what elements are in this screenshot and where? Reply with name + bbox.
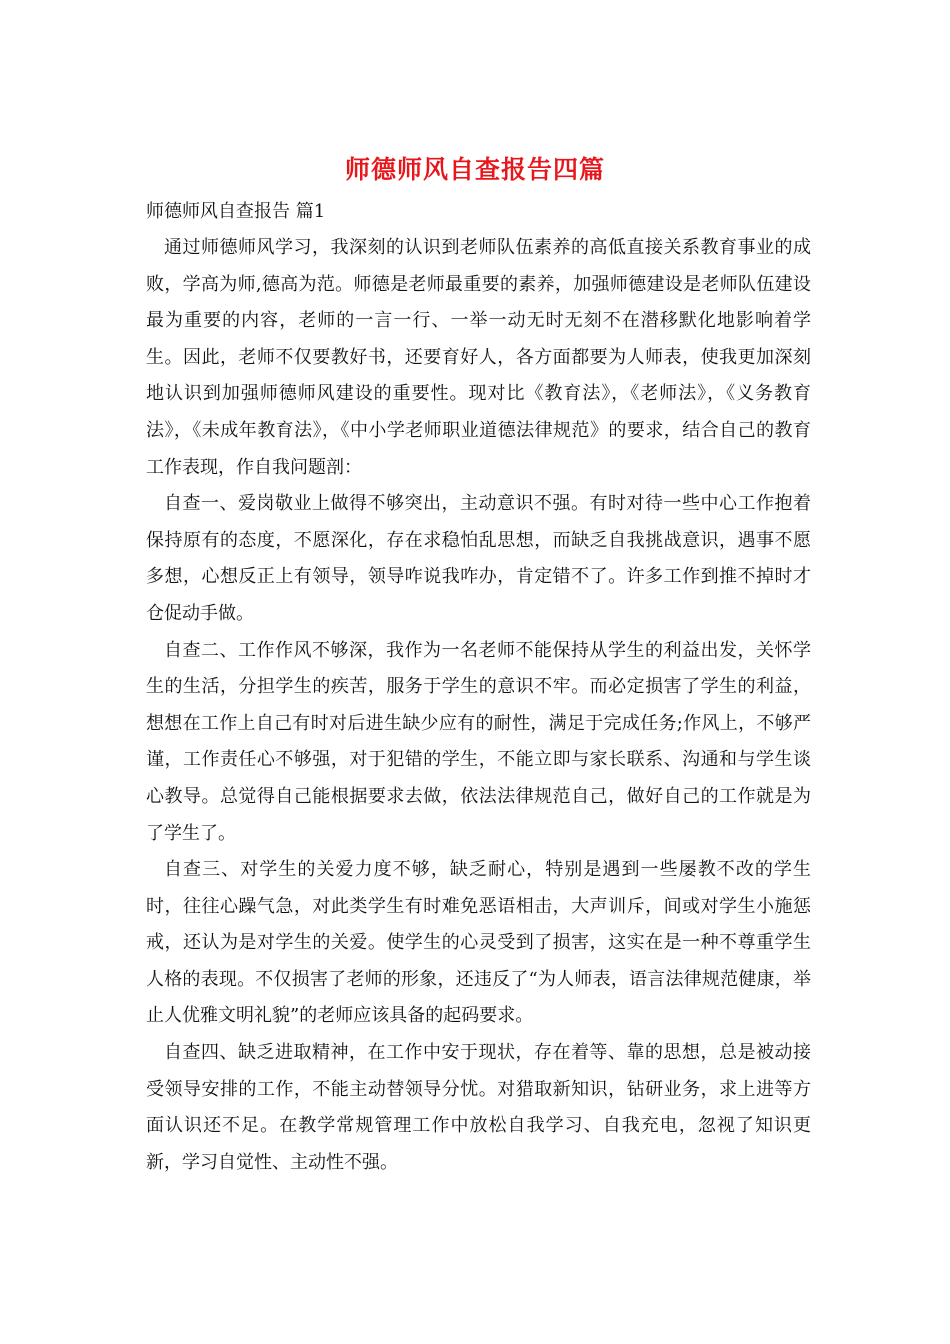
document-title: 师德师风自查报告四篇 [344, 155, 605, 184]
section-heading: 师德师风自查报告 篇1 [146, 201, 326, 222]
paragraph-intro: 通过师德师风学习，我深刻的认识到老师队伍素养的高低直接关系教育事业的成败，学高为师,德高为范。师德是老师最重要的素养，加强师德建设是老师队伍建设最为重要的内容，老师的一言一行、一举一动无时无刻不在潜移默化地影响着学生。因此，老师不仅要教好书，还要育好人，各方面都要为人师表，使我更加深刻地认识到加强师德师风建设的重要性。现对比《教育法》，《老师法》，《义务教育法》，《未成年教育法》，《中小学老师职业道德法律规范》的要求，结合自己的教育工作表现，作自我问题剖： [146, 237, 811, 478]
document-body [146, 230, 811, 1181]
paragraph-check-4: 自查四、缺乏进取精神，在工作中安于现状，存在着等、靠的思想，总是被动接受领导安排的工作，不能主动替领导分忧。对猎取新知识，钻研业务，求上进等方面认识还不足。在教学常规管理工作中放松自我学习、自我充电，忽视了知识更新，学习自觉性、主动性不强。 [146, 1042, 811, 1173]
paragraph-check-1: 自查一、爱岗敬业上做得不够突出，主动意识不强。有时对待一些中心工作抱着保持原有的态度，不愿深化，存在求稳怕乱思想，而缺乏自我挑战意识，遇事不愿多想，心想反正上有领导，领导咋说我咋办，肯定错不了。许多工作到推不掉时才仓促动手做。 [146, 493, 811, 624]
paragraph-check-2: 自查二、工作作风不够深，我作为一名老师不能保持从学生的利益出发，关怀学生的生活，分担学生的疾苦，服务于学生的意识不牢。而必定损害了学生的利益，想想在工作上自己有时对后进生缺少应有的耐性，满足于完成任务;作风上，不够严谨，工作责任心不够强，对于犯错的学生，不能立即与家长联系、沟通和与学生谈心教导。总觉得自己能根据要求去做，依法法律规范自己，做好自己的工作就是为了学生了。 [146, 639, 811, 844]
paragraph-check-3: 自查三、对学生的关爱力度不够，缺乏耐心，特别是遇到一些屡教不改的学生时，往往心躁气急，对此类学生有时难免恶语相击，大声训斥，间或对学生小施惩戒，还认为是对学生的关爱。使学生的心灵受到了损害，这实在是一种不尊重学生人格的表现。不仅损害了老师的形象，还违反了“为人师表，语言法律规范健康，举止人优雅文明礼貌”的老师应该具备的起码要求。 [146, 859, 811, 1027]
